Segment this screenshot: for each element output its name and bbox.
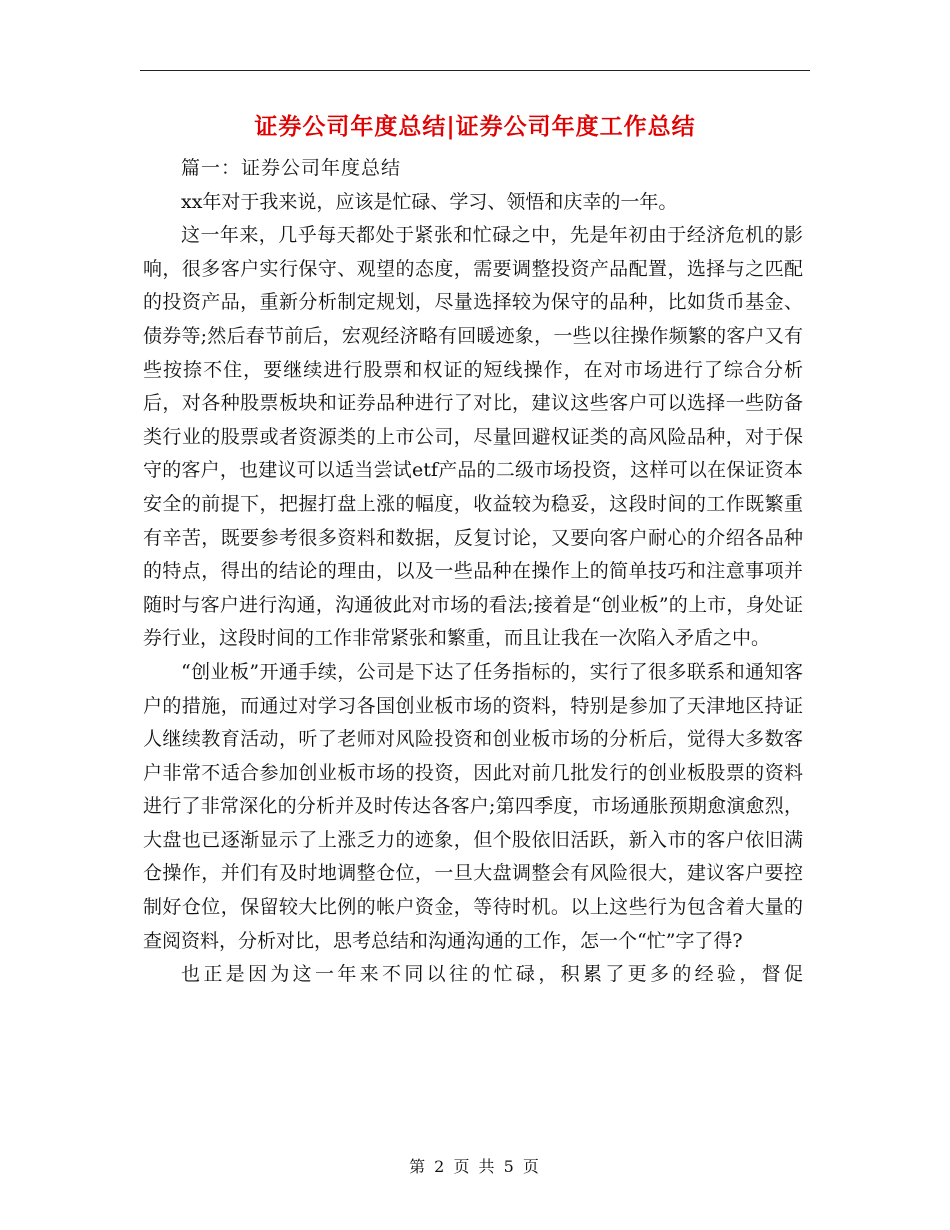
document-body xyxy=(143,152,803,992)
paragraph: 这一年来，几乎每天都处于紧张和忙碌之中，先是年初由于经济危机的影响，很多客户实行保守、观望的态度，需要调整投资产品配置，选择与之匹配的投资产品，重新分析制定规划，尽量选择较为保守的品种，比如货币基金、债券等;然后春节前后，宏观经济略有回暖迹象，一些以往操作频繁的客户又有些按捺不住，要继续进行股票和权证的短线操作，在对市场进行了综合分析后，对各种股票板块和证券品种进行了对比，建议这些客户可以选择一些防备类行业的股票或者资源类的上市公司，尽量回避权证类的高风险品种，对于保守的客户，也建议可以适当尝试etf产品的二级市场投资，这样可以在保证资本安全的前提下，把握打盘上涨的幅度，收益较为稳妥，这段时间的工作既繁重有辛苦，既要参考很多资料和数据，反复讨论，又要向客户耐心的介绍各品种的特点，得出的结论的理由，以及一些品种在操作上的简单技巧和注意事项并随时与客户进行沟通，沟通彼此对市场的看法;接着是“创业板”的上市，身处证券行业，这段时间的工作非常紧张和繁重，而且让我在一次陷入矛盾之中。 xyxy=(143,224,803,650)
paragraph: xx年对于我来说，应该是忙碌、学习、领悟和庆幸的一年。 xyxy=(181,190,678,213)
header-rule xyxy=(140,70,810,71)
page-footer: 第 2 页 共 5 页 xyxy=(409,1157,541,1176)
paragraph: 也正是因为这一年来不同以往的忙碌，积累了更多的经验，督促 xyxy=(181,963,803,986)
paragraph: “创业板”开通手续，公司是下达了任务指标的，实行了很多联系和通知客户的措施，而通过对学习各国创业板市场的资料，特别是参加了天津地区持证人继续教育活动，听了老师对风险投资和创业板市场的分析后，觉得大多数客户非常不适合参加创业板市场的投资，因此对前几批发行的创业板股票的资料进行了非常深化的分析并及时传达各客户;第四季度，市场通胀预期愈演愈烈，大盘也已逐渐显示了上涨乏力的迹象，但个股依旧活跃，新入市的客户依旧满仓操作，并们有及时地调整仓位，一旦大盘调整会有风险很大，建议客户要控制好仓位，保留较大比例的帐户资金，等待时机。以上这些行为包含着大量的查阅资料，分析对比，思考总结和沟通沟通的工作，怎一个“忙”字了得? xyxy=(143,660,803,952)
section-heading: 篇一：证券公司年度总结 xyxy=(181,157,402,179)
document-title: 证券公司年度总结|证券公司年度工作总结 xyxy=(254,113,696,140)
